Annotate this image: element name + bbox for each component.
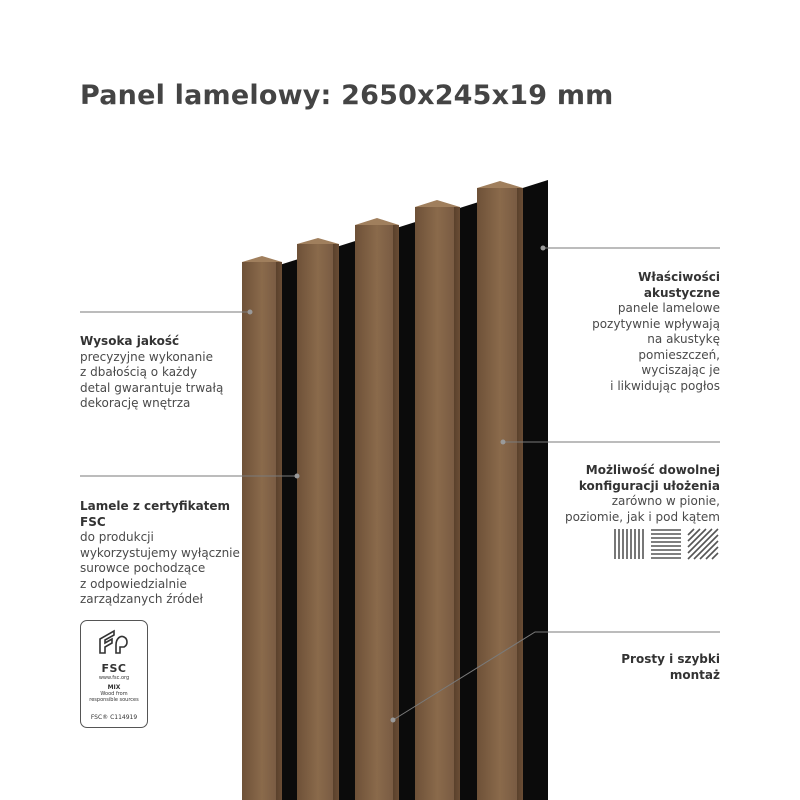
fsc-source-line: Wood from (100, 691, 128, 698)
certificate-heading: Lamele z certyfikatem (80, 499, 231, 513)
page-title: Panel lamelowy: 2650x245x19 mm (80, 80, 614, 111)
fsc-tree-icon (96, 627, 132, 657)
slat-5 (477, 181, 523, 800)
certificate-line: zarządzanych źródeł (80, 592, 203, 606)
slat-4 (415, 200, 460, 800)
fsc-license: FSC® C114919 (90, 714, 138, 722)
config-line: poziomie, jak i pod kątem (564, 509, 720, 524)
acoustic-line: pomieszczeń, (638, 347, 720, 362)
config-heading: konfiguracji ułożenia (578, 478, 720, 493)
acoustic-line: i likwidując pogłos (610, 378, 720, 393)
fsc-label (80, 620, 148, 728)
acoustic-line: wyciszając je (641, 363, 720, 377)
quality-line: detal gwarantuje trwałą (80, 380, 224, 395)
config-line: zarówno w pionie, (611, 494, 720, 508)
quality-line: dekorację wnętrza (80, 396, 191, 410)
certificate-line: do produkcji (80, 530, 154, 544)
certificate-line: z odpowiedzialnie (80, 576, 187, 591)
horizontal-lines-icon (651, 530, 681, 558)
fsc-site: www.fsc.org (98, 674, 130, 681)
quality-callout (80, 334, 260, 412)
quality-line: precyzyjne wykonanie (80, 349, 213, 364)
certificate-heading: FSC (80, 514, 106, 529)
config-heading: Możliwość dowolnej (585, 463, 720, 477)
certificate-line: wykorzystujemy wyłącznie (80, 545, 240, 560)
mounting-heading: montaż (669, 667, 720, 682)
acoustic-line: pozytywnie wpływają (592, 316, 720, 331)
acoustic-line: na akustykę (647, 332, 720, 346)
acoustic-heading: akustyczne (643, 285, 720, 300)
certificate-callout (80, 499, 260, 608)
fsc-source-line: responsible sources (89, 697, 139, 704)
mounting-callout (520, 652, 720, 683)
acoustic-heading: Właściwości (638, 270, 720, 284)
slat-2 (297, 238, 339, 800)
orientation-icons (613, 527, 720, 561)
mounting-heading: Prosty i szybki (621, 652, 720, 666)
quality-line: z dbałością o każdy (80, 365, 198, 379)
fsc-logo-text: FSC (101, 662, 127, 675)
diagonal-lines-icon (688, 529, 718, 559)
acoustic-callout (520, 270, 720, 394)
quality-heading: Wysoka jakość (80, 334, 180, 348)
config-callout (520, 463, 720, 525)
slat-3 (355, 218, 399, 800)
fsc-mix: MIX (107, 684, 121, 692)
vertical-lines-icon (615, 529, 643, 559)
acoustic-line: panele lamelowe (617, 301, 720, 315)
certificate-line: surowce pochodzące (80, 561, 206, 575)
